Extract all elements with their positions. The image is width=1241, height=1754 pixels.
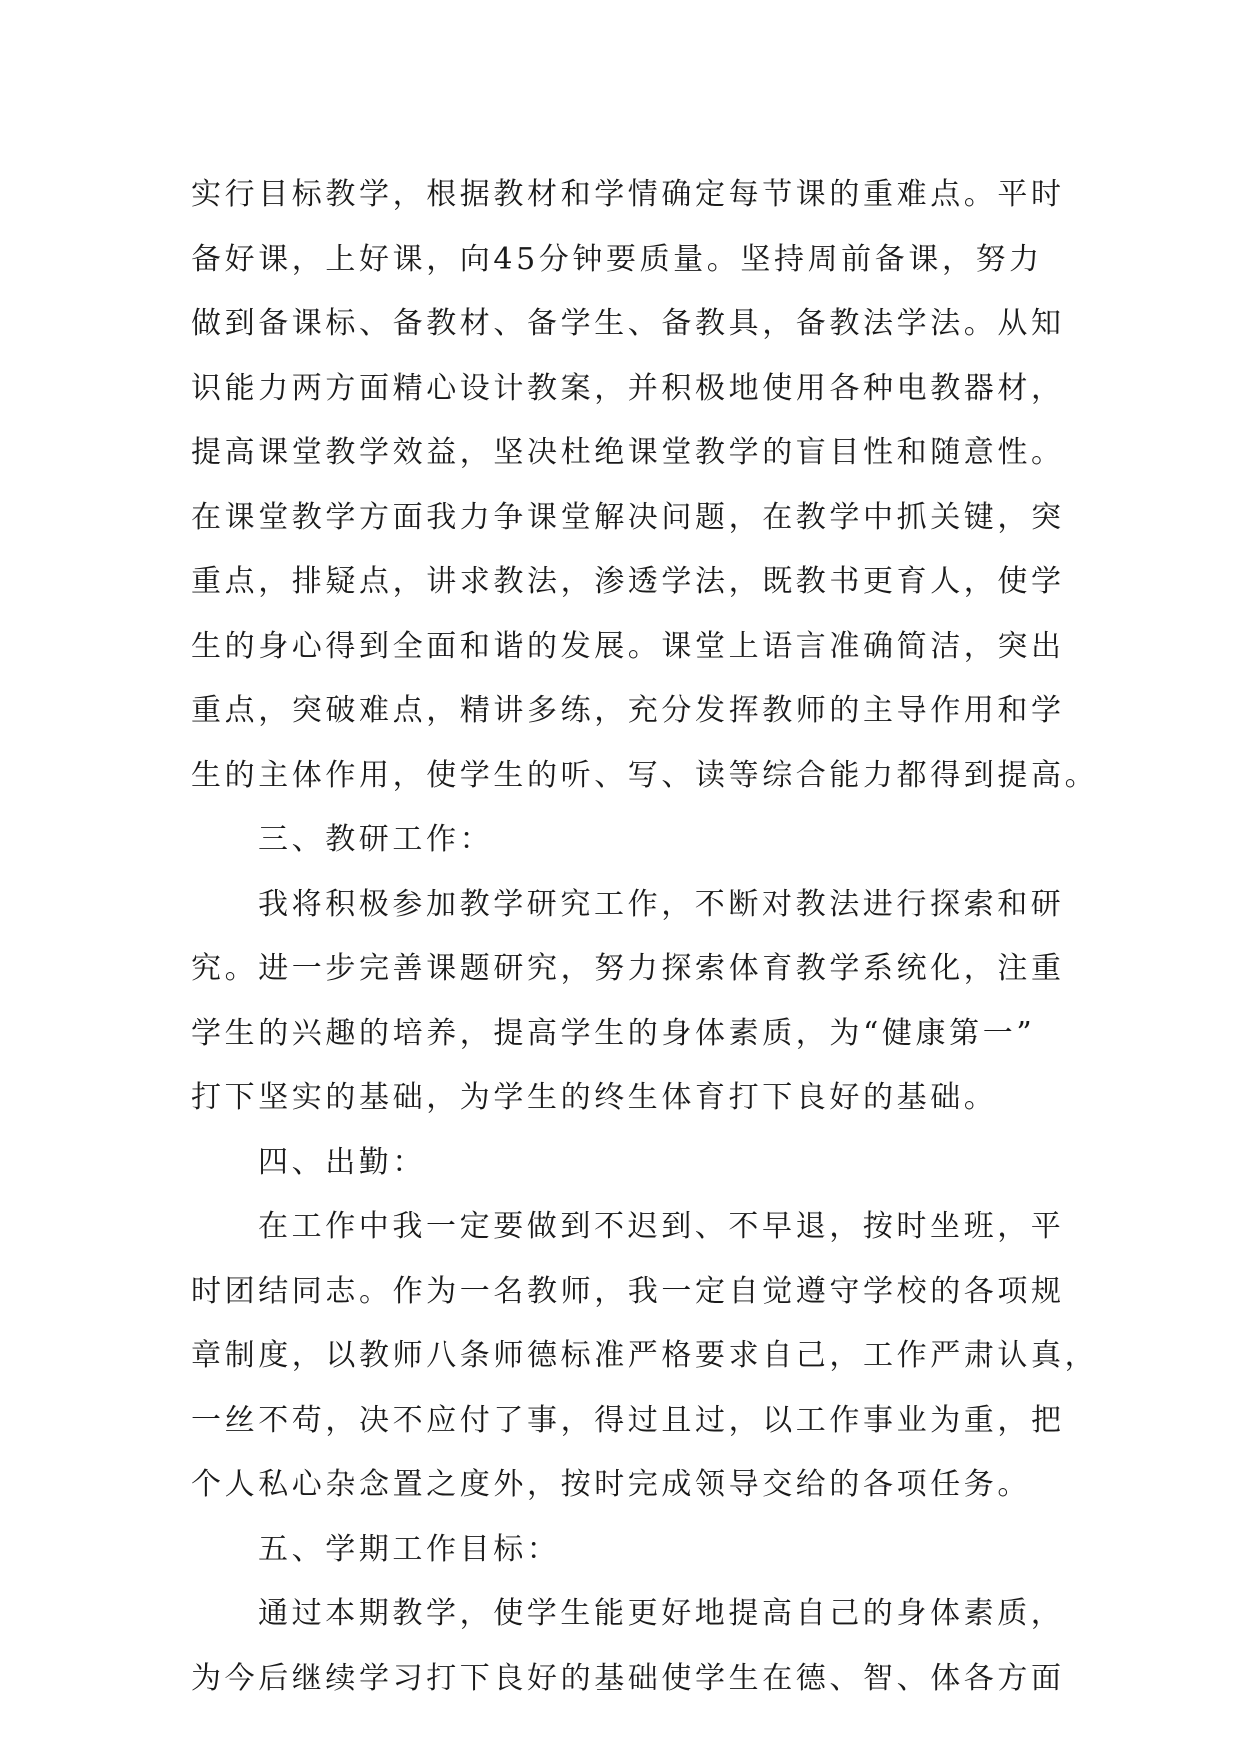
text-line: 为今后继续学习打下良好的基础使学生在德、智、体各方面 [191,1660,1065,1696]
text-line: 打下坚实的基础，为学生的终生体育打下良好的基础。 [191,1080,998,1115]
paragraph-start-line: 在工作中我一定要做到不迟到、不早退，按时坐班，平 [258,1209,1065,1244]
text-line: 提高课堂教学效益，坚决杜绝课堂教学的盲目性和随意性。 [191,435,1065,470]
text-line: 识能力两方面精心设计教案，并积极地使用各种电教器材， [191,370,1065,406]
text-line: 究。进一步完善课题研究，努力探索体育教学系统化，注重 [191,951,1065,986]
text-line: 重点，排疑点，讲求教法，渗透学法，既教书更育人，使学 [191,564,1065,599]
text-line: 备好课，上好课，向45分钟要质量。坚持周前备课，努力 [191,241,1043,277]
paragraph-start-line: 三、教研工作： [258,822,494,857]
text-line: 重点，突破难点，精讲多练，充分发挥教师的主导作用和学 [191,693,1065,728]
text-line: 生的身心得到全面和谐的发展。课堂上语言准确简洁，突出 [191,628,1065,664]
paragraph-start-line: 通过本期教学，使学生能更好地提高自己的身体素质， [258,1596,1065,1631]
text-line: 生的主体作用，使学生的听、写、读等综合能力都得到提高。 [191,757,1099,793]
text-line: 个人私心杂念置之度外，按时完成领导交给的各项任务。 [191,1467,1031,1502]
text-line: 时团结同志。作为一名教师，我一定自觉遵守学校的各项规 [191,1273,1065,1309]
text-line: 实行目标教学，根据教材和学情确定每节课的重难点。平时 [191,177,1065,212]
paragraph-start-line: 我将积极参加教学研究工作，不断对教法进行探索和研 [258,886,1065,922]
text-line: 学生的兴趣的培养，提高学生的身体素质，为“健康第一” [191,1015,1036,1051]
text-line: 做到备课标、备教材、备学生、备教具，备教法学法。从知 [191,306,1065,341]
document-body [191,163,1099,1711]
paragraph-start-line: 四、出勤： [258,1144,426,1180]
text-line: 章制度，以教师八条师德标准严格要求自己，工作严肃认真， [191,1338,1099,1373]
paragraph-start-line: 五、学期工作目标： [258,1531,561,1567]
text-line: 一丝不苟，决不应付了事，得过且过，以工作事业为重，把 [191,1402,1065,1438]
text-line: 在课堂教学方面我力争课堂解决问题，在教学中抓关键，突 [191,499,1065,535]
